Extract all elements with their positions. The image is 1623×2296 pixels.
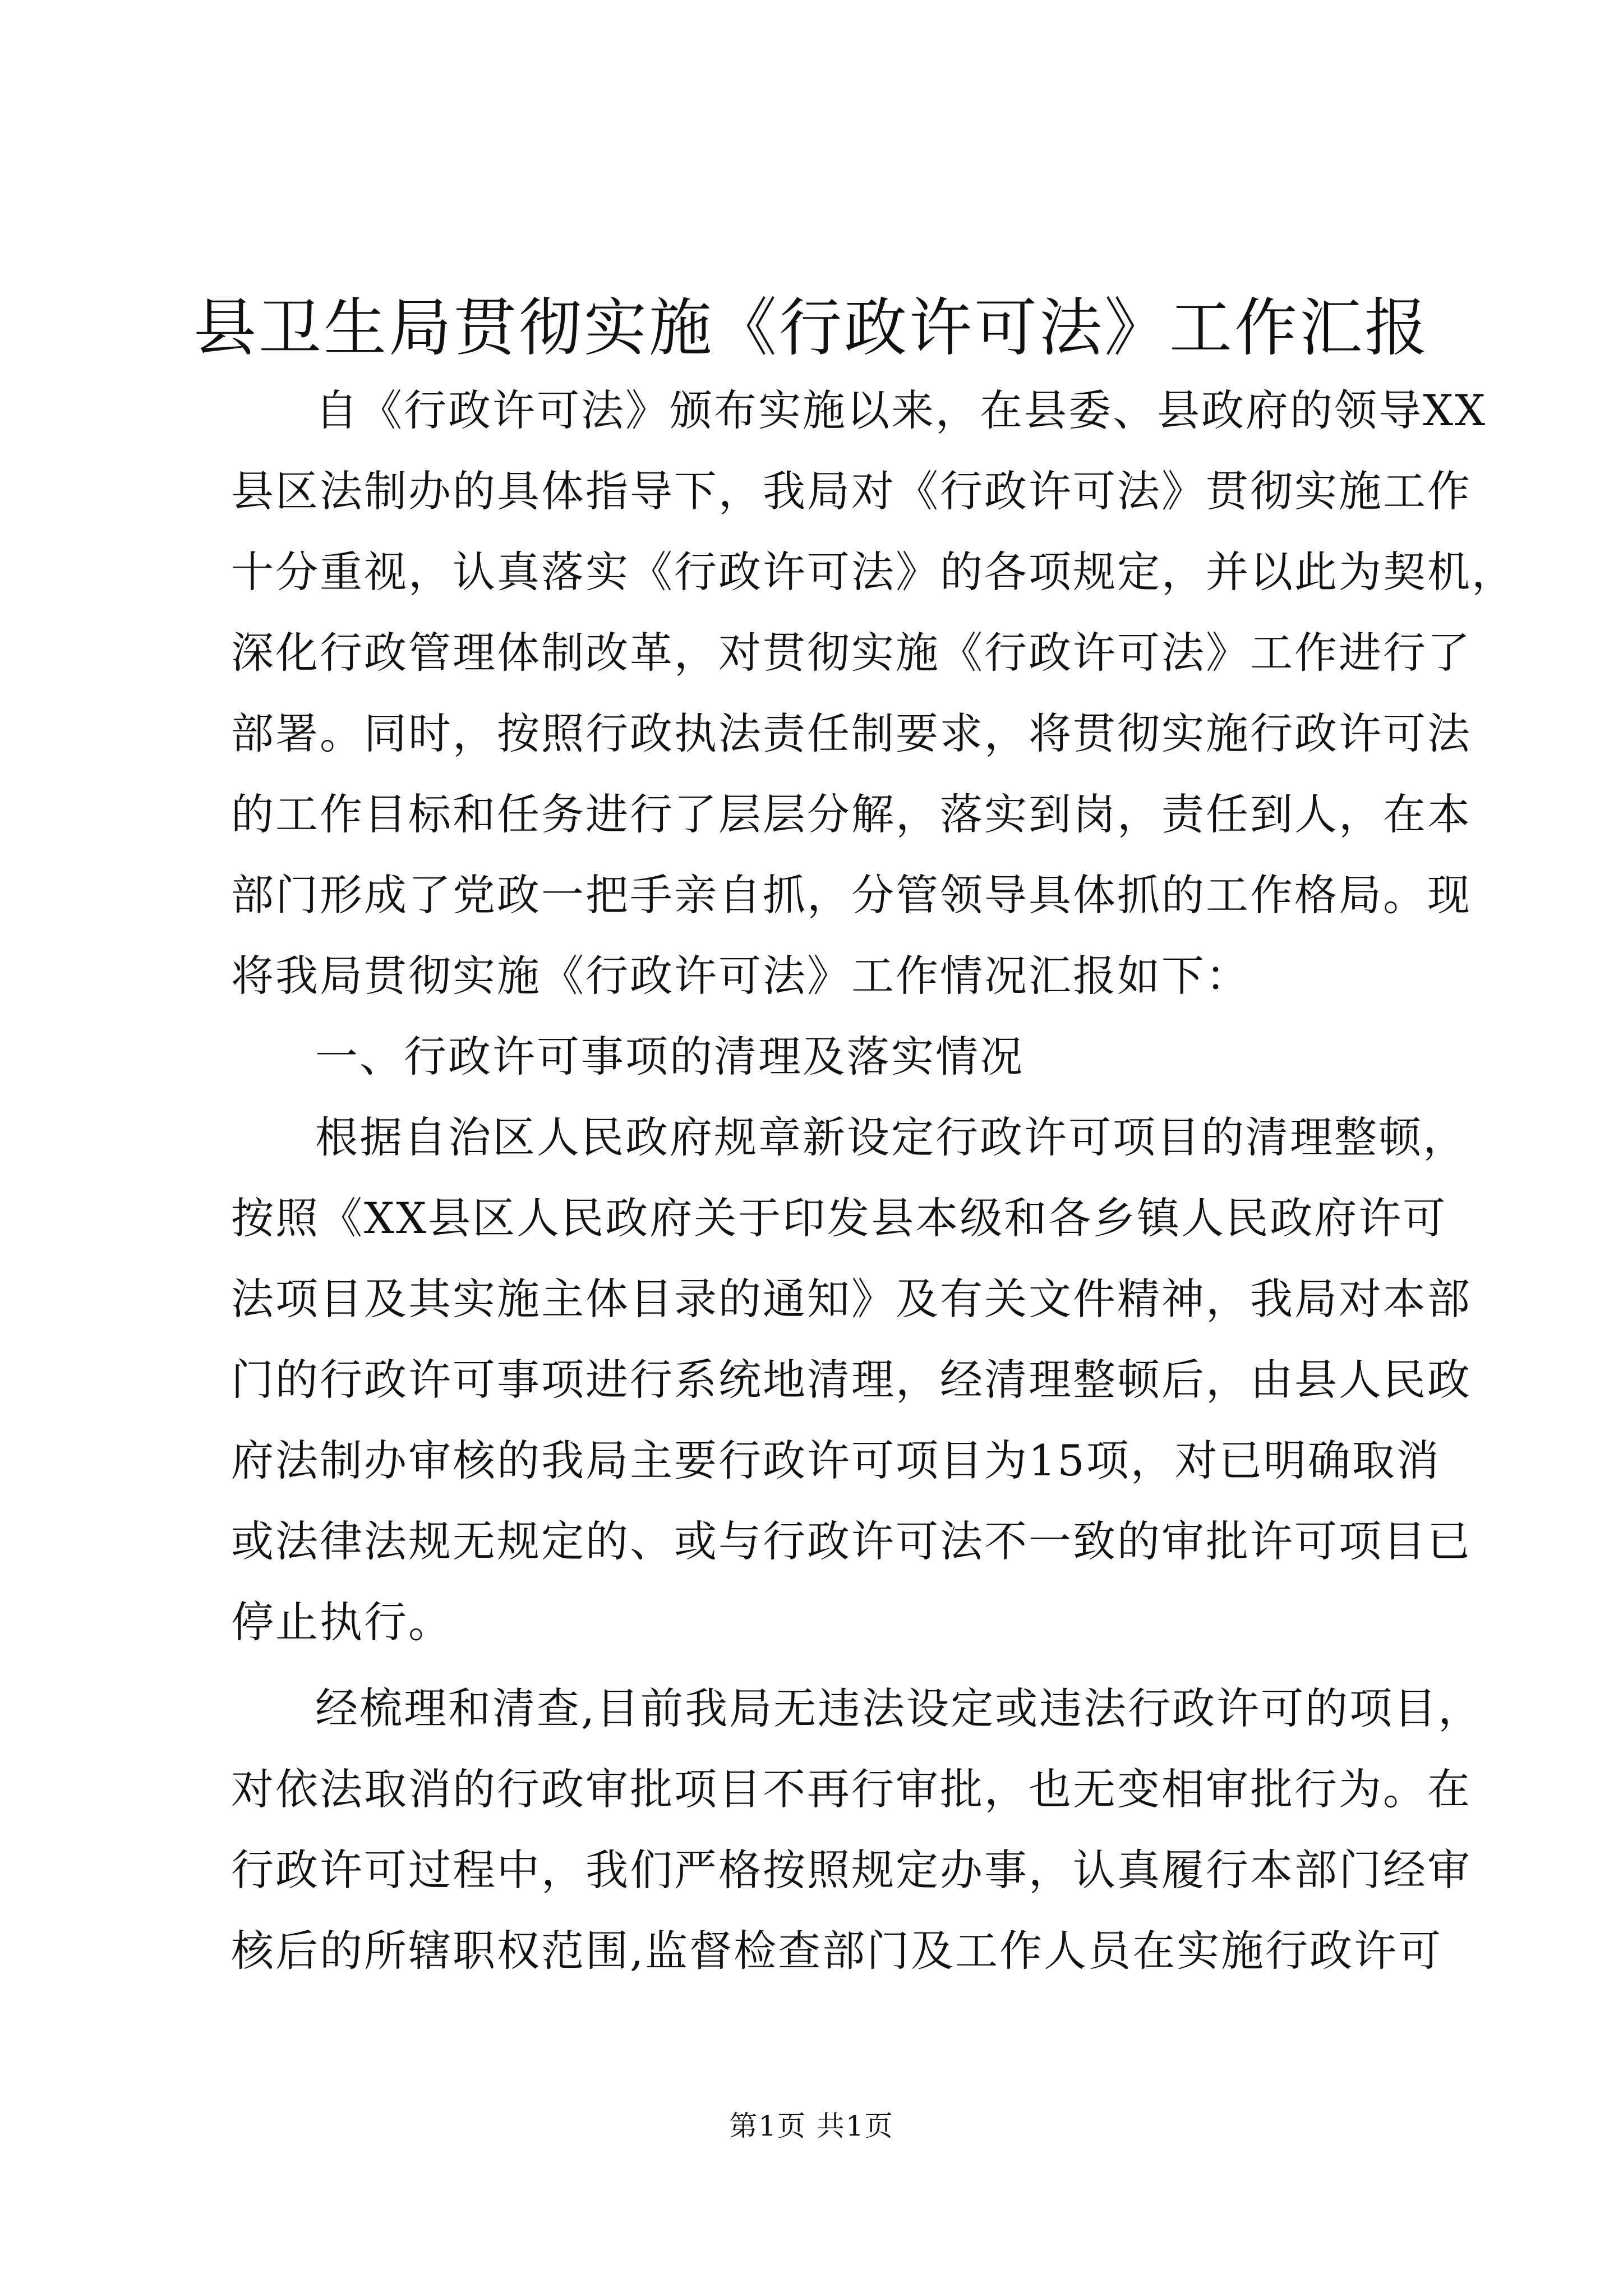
- paragraph-line: 的工作目标和任务进行了层层分解，落实到岗，责任到人，在本: [231, 789, 1472, 839]
- section-heading: 一、行政许可事项的清理及落实情况: [315, 1032, 1024, 1082]
- paragraph-line: 府法制办审核的我局主要行政许可项目为15项，对已明确取消: [231, 1435, 1441, 1485]
- paragraph-line: 或法律法规无规定的、或与行政许可法不一致的审批许可项目已: [231, 1516, 1472, 1566]
- paragraph-line: 门的行政许可事项进行系统地清理，经清理整顿后，由县人民政: [231, 1355, 1472, 1405]
- paragraph-line: 将我局贯彻实施《行政许可法》工作情况汇报如下：: [231, 951, 1250, 1001]
- paragraph-line: 停止执行。: [231, 1597, 453, 1647]
- paragraph-line: 核后的所辖职权范围,监督检查部门及工作人员在实施行政许可: [231, 1926, 1443, 1976]
- paragraph-line: 法项目及其实施主体目录的通知》及有关文件精神，我局对本部: [231, 1274, 1472, 1324]
- paragraph-line: 县区法制办的具体指导下，我局对《行政许可法》贯彻实施工作: [231, 466, 1472, 516]
- paragraph-line: 自《行政许可法》颁布实施以来，在县委、县政府的领导XX: [315, 385, 1487, 435]
- paragraph-gap: [231, 1663, 1419, 1668]
- paragraph-line: 对依法取消的行政审批项目不再行审批，也无变相审批行为。在: [231, 1764, 1472, 1814]
- document-title: 县卫生局贯彻实施《行政许可法》工作汇报: [193, 292, 1430, 365]
- paragraph-line: 行政许可过程中，我们严格按照规定办事，认真履行本部门经审: [231, 1845, 1472, 1895]
- paragraph-line: 部门形成了党政一把手亲自抓，分管领导具体抓的工作格局。现: [231, 870, 1472, 920]
- paragraph-line: 十分重视，认真落实《行政许可法》的各项规定，并以此为契机，: [231, 547, 1516, 597]
- paragraph-line: 经梳理和清查,目前我局无违法设定或违法行政许可的项目，: [315, 1683, 1483, 1733]
- paragraph-line: 根据自治区人民政府规章新设定行政许可项目的清理整顿，: [315, 1112, 1467, 1162]
- paragraph-line: 深化行政管理体制改革，对贯彻实施《行政许可法》工作进行了: [231, 628, 1472, 678]
- page-number-footer: 第1页 共1页: [729, 2110, 894, 2142]
- document-body: [231, 370, 1516, 1991]
- paragraph-line: 部署。同时，按照行政执法责任制要求，将贯彻实施行政许可法: [231, 708, 1472, 758]
- paragraph-line: 按照《XX县区人民政府关于印发县本级和各乡镇人民政府许可: [231, 1193, 1447, 1243]
